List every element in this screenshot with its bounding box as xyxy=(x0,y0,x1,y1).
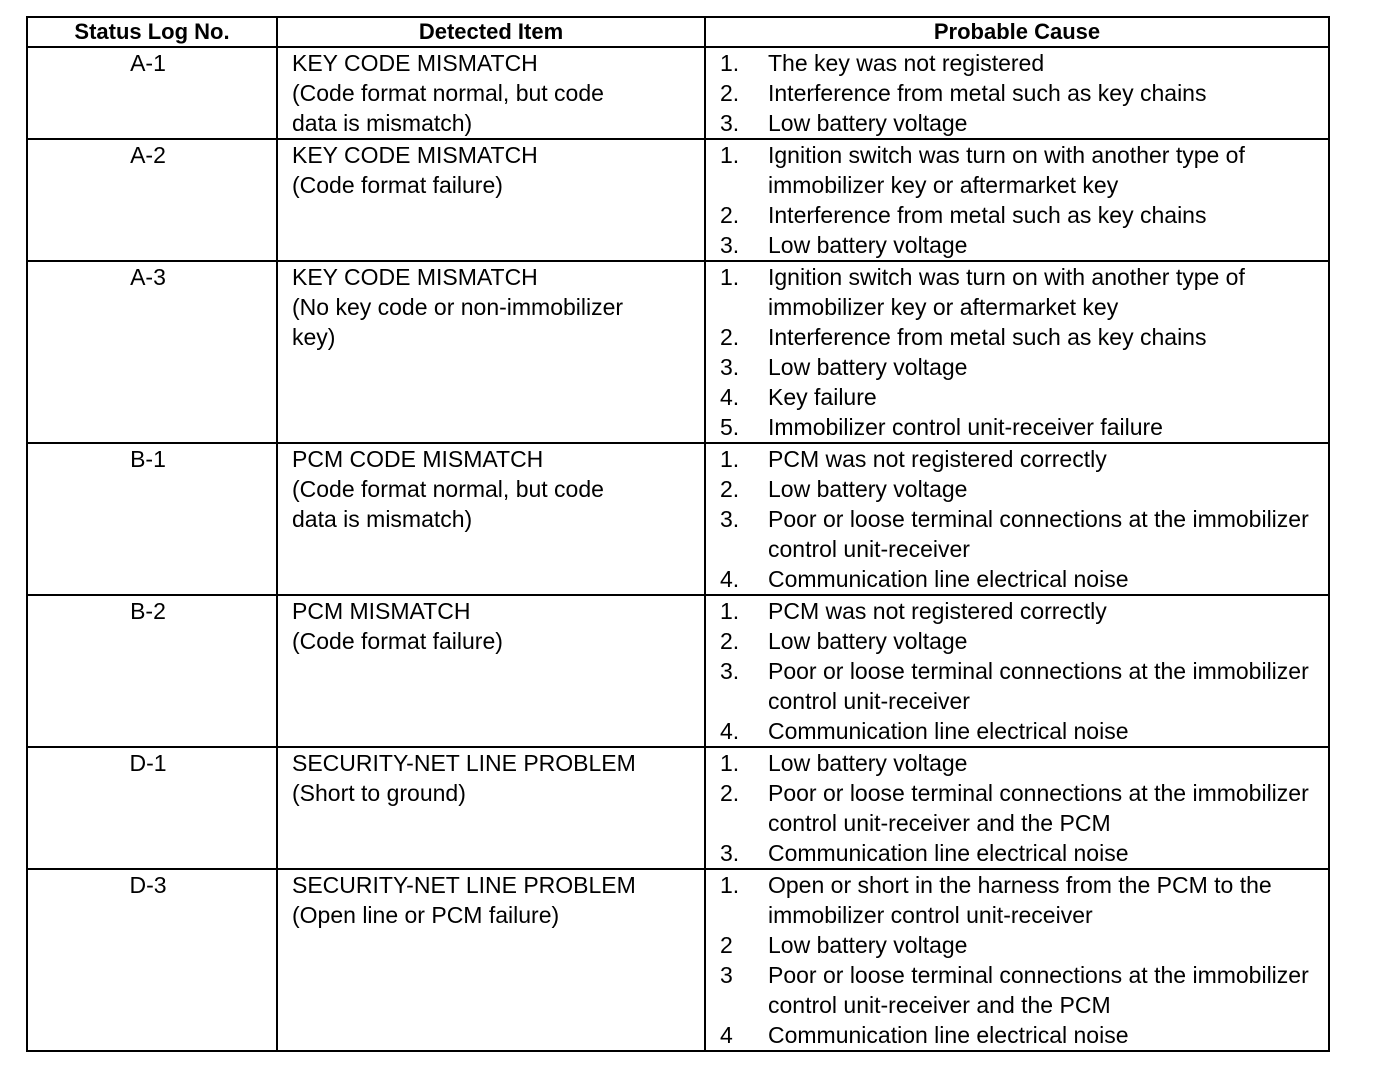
cause-list-item xyxy=(718,322,1328,352)
cause-number: 2. xyxy=(720,324,740,350)
cause-text: Poor or loose terminal connections at the immobilizer control unit-receiver and the PCM xyxy=(768,780,1309,836)
probable-cause-cell xyxy=(705,139,1329,261)
cause-number: 1. xyxy=(720,50,740,76)
cause-text: Low battery voltage xyxy=(768,628,968,654)
detected-item-line: (No key code or non-immobilizer xyxy=(292,294,624,320)
cause-list-item xyxy=(718,48,1328,78)
cause-list-item xyxy=(718,748,1328,778)
cause-number: 4. xyxy=(720,718,740,744)
detected-item-line: (Code format normal, but code xyxy=(292,476,604,502)
table-row xyxy=(27,595,1329,747)
cause-text: Low battery voltage xyxy=(768,232,968,258)
cause-number: 4. xyxy=(720,384,740,410)
cause-number: 4. xyxy=(720,566,740,592)
cause-text: Immobilizer control unit-receiver failure xyxy=(768,414,1163,440)
detected-item-line: SECURITY-NET LINE PROBLEM xyxy=(292,750,636,776)
table-row xyxy=(27,443,1329,595)
cause-number: 3. xyxy=(720,232,740,258)
cause-text: The key was not registered xyxy=(768,50,1045,76)
cause-number: 3. xyxy=(720,354,740,380)
cause-list-item xyxy=(718,200,1328,230)
detected-item-cell xyxy=(277,595,705,747)
probable-cause-cell xyxy=(705,47,1329,139)
table-header-row xyxy=(27,17,1329,47)
cause-list-item xyxy=(718,352,1328,382)
cause-number: 3. xyxy=(720,658,740,684)
cause-number: 2. xyxy=(720,780,740,806)
cause-list-item xyxy=(718,262,1328,322)
detected-item-cell xyxy=(277,747,705,869)
cause-text: Low battery voltage xyxy=(768,110,968,136)
cause-number: 1. xyxy=(720,142,740,168)
status-log-cell: B-1 xyxy=(27,443,277,595)
cause-number: 3. xyxy=(720,110,740,136)
cause-text: Poor or loose terminal connections at the immobilizer control unit-receiver xyxy=(768,506,1309,562)
detected-item-line: data is mismatch) xyxy=(292,506,473,532)
detected-item-line: SECURITY-NET LINE PROBLEM xyxy=(292,872,636,898)
cause-text: Communication line electrical noise xyxy=(768,1022,1129,1048)
cause-list-item xyxy=(718,960,1328,1020)
cause-text: Interference from metal such as key chains xyxy=(768,324,1207,350)
cause-number: 3. xyxy=(720,840,740,866)
detected-item-cell xyxy=(277,443,705,595)
cause-text: Key failure xyxy=(768,384,877,410)
detected-item-line: (Code format normal, but code xyxy=(292,80,604,106)
probable-cause-cell xyxy=(705,261,1329,443)
status-log-cell: A-1 xyxy=(27,47,277,139)
probable-cause-cell xyxy=(705,869,1329,1051)
cause-text: Ignition switch was turn on with another type of immobilizer key or aftermarket key xyxy=(768,142,1245,198)
cause-list-item xyxy=(718,596,1328,626)
cause-text: Interference from metal such as key chains xyxy=(768,80,1207,106)
cause-list-item xyxy=(718,778,1328,838)
table-row xyxy=(27,47,1329,139)
cause-text: PCM was not registered correctly xyxy=(768,598,1107,624)
table-row xyxy=(27,869,1329,1051)
cause-number: 1. xyxy=(720,264,740,290)
cause-list-item xyxy=(718,382,1328,412)
detected-item-line: KEY CODE MISMATCH xyxy=(292,50,538,76)
cause-list-item xyxy=(718,930,1328,960)
detected-item-line: (Short to ground) xyxy=(292,780,466,806)
cause-text: Open or short in the harness from the PCM to the immobilizer control unit-receiver xyxy=(768,872,1272,928)
cause-list-item xyxy=(718,838,1328,868)
header-detected-item: Detected Item xyxy=(277,17,705,47)
cause-number: 1. xyxy=(720,446,740,472)
detected-item-line: key) xyxy=(292,324,336,350)
cause-list-item xyxy=(718,108,1328,138)
header-status-log-no: Status Log No. xyxy=(27,17,277,47)
detected-item-cell xyxy=(277,139,705,261)
cause-number: 3 xyxy=(720,962,733,988)
table-row xyxy=(27,139,1329,261)
cause-number: 2. xyxy=(720,476,740,502)
cause-list-item xyxy=(718,870,1328,930)
table-row xyxy=(27,261,1329,443)
detected-item-line: (Code format failure) xyxy=(292,628,503,654)
cause-list-item xyxy=(718,626,1328,656)
cause-list-item xyxy=(718,412,1328,442)
cause-text: Low battery voltage xyxy=(768,354,968,380)
cause-number: 2 xyxy=(720,932,733,958)
cause-list-item xyxy=(718,656,1328,716)
cause-number: 2. xyxy=(720,628,740,654)
cause-text: PCM was not registered correctly xyxy=(768,446,1107,472)
cause-text: Communication line electrical noise xyxy=(768,718,1129,744)
cause-list-item xyxy=(718,140,1328,200)
detected-item-line: PCM MISMATCH xyxy=(292,598,471,624)
cause-list-item xyxy=(718,716,1328,746)
detected-item-cell xyxy=(277,869,705,1051)
detected-item-line: PCM CODE MISMATCH xyxy=(292,446,544,472)
cause-list-item xyxy=(718,1020,1328,1050)
status-log-cell: B-2 xyxy=(27,595,277,747)
cause-number: 4 xyxy=(720,1022,733,1048)
cause-number: 1. xyxy=(720,750,740,776)
detected-item-cell xyxy=(277,261,705,443)
cause-text: Communication line electrical noise xyxy=(768,840,1129,866)
status-log-table-container xyxy=(26,16,1328,1052)
status-log-cell: A-2 xyxy=(27,139,277,261)
cause-text: Communication line electrical noise xyxy=(768,566,1129,592)
cause-list-item xyxy=(718,564,1328,594)
cause-list-item xyxy=(718,230,1328,260)
detected-item-line: (Code format failure) xyxy=(292,172,503,198)
probable-cause-cell xyxy=(705,747,1329,869)
detected-item-line: data is mismatch) xyxy=(292,110,473,136)
detected-item-line: (Open line or PCM failure) xyxy=(292,902,560,928)
cause-text: Ignition switch was turn on with another type of immobilizer key or aftermarket key xyxy=(768,264,1245,320)
cause-text: Poor or loose terminal connections at the immobilizer control unit-receiver and the PCM xyxy=(768,962,1309,1018)
cause-text: Low battery voltage xyxy=(768,476,968,502)
cause-number: 1. xyxy=(720,598,740,624)
table-row xyxy=(27,747,1329,869)
table-body xyxy=(27,47,1329,1051)
status-log-table xyxy=(26,16,1330,1052)
cause-list-item xyxy=(718,474,1328,504)
cause-list-item xyxy=(718,444,1328,474)
cause-text: Interference from metal such as key chains xyxy=(768,202,1207,228)
probable-cause-cell xyxy=(705,443,1329,595)
detected-item-line: KEY CODE MISMATCH xyxy=(292,142,538,168)
detected-item-cell xyxy=(277,47,705,139)
cause-text: Low battery voltage xyxy=(768,932,968,958)
cause-number: 2. xyxy=(720,202,740,228)
probable-cause-cell xyxy=(705,595,1329,747)
cause-list-item xyxy=(718,504,1328,564)
header-probable-cause: Probable Cause xyxy=(705,17,1329,47)
cause-number: 5. xyxy=(720,414,740,440)
cause-number: 3. xyxy=(720,506,740,532)
status-log-cell: A-3 xyxy=(27,261,277,443)
status-log-cell: D-3 xyxy=(27,869,277,1051)
cause-list-item xyxy=(718,78,1328,108)
cause-text: Poor or loose terminal connections at the immobilizer control unit-receiver xyxy=(768,658,1309,714)
cause-text: Low battery voltage xyxy=(768,750,968,776)
detected-item-line: KEY CODE MISMATCH xyxy=(292,264,538,290)
cause-number: 2. xyxy=(720,80,740,106)
cause-number: 1. xyxy=(720,872,740,898)
status-log-cell: D-1 xyxy=(27,747,277,869)
